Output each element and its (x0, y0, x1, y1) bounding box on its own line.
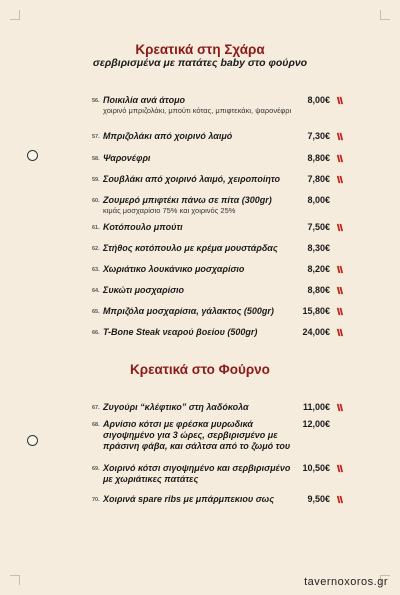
item-price: 11,00€ (302, 402, 330, 412)
item-name: Ποικιλία ανά άτομο (103, 95, 185, 105)
chili-icon (335, 96, 344, 105)
menu-item (92, 306, 348, 327)
item-name: Χωριάτικο λουκάνικο μοσχαρίσιο (103, 264, 245, 274)
item-number: 63. (92, 267, 100, 273)
item-name: Συκώτι μοσχαρίσιο (103, 285, 185, 295)
item-name: Μπριζολάκι από χοιρινό λαιμό (103, 131, 233, 141)
chili-icon (335, 286, 344, 295)
menu-item (92, 95, 348, 131)
menu-item (92, 463, 348, 494)
item-number: 67. (92, 405, 100, 411)
menu-item (92, 195, 348, 222)
item-name: Αρνίσιο κότσι με φρέσκα μυρωδικά σιγοψημένο για 3 ώρες, σερβιρισμένο με πράσινη φάβα, και σάλτσα από το ζωμό του (103, 419, 291, 451)
item-number: 57. (92, 134, 100, 140)
item-name: T-Bone Steak νεαρού βοείου (500gr) (103, 327, 258, 337)
chili-icon (335, 223, 344, 232)
crop-mark-top-left (10, 10, 20, 20)
grill-section-subtitle: σερβιρισμένα με πατάτες baby στο φούρνο (92, 57, 308, 69)
item-number: 66. (92, 330, 100, 336)
crop-mark-bottom-left (10, 575, 20, 585)
oven-menu-list (92, 402, 348, 512)
item-price: 8,80€ (307, 285, 330, 295)
item-price: 7,80€ (307, 174, 330, 184)
menu-item (92, 264, 348, 285)
item-price: 8,00€ (307, 195, 330, 205)
chili-icon (335, 265, 344, 274)
item-price: 8,80€ (307, 153, 330, 163)
item-number: 70. (92, 497, 100, 503)
item-number: 62. (92, 246, 100, 252)
chili-icon (335, 132, 344, 141)
item-price: 7,30€ (307, 131, 330, 141)
chili-icon (335, 464, 344, 473)
menu-item (92, 419, 348, 463)
item-name: Ζουμερό μπιφτέκι πάνω σε πίτα (300gr) (103, 195, 272, 205)
chili-icon (335, 154, 344, 163)
item-number: 60. (92, 198, 100, 204)
menu-item (92, 327, 348, 348)
item-name: Μπριζόλα μοσχαρίσια, γάλακτος (500gr) (103, 306, 274, 316)
item-price: 15,80€ (302, 306, 330, 316)
item-name: Σουβλάκι από χοιρινό λαιμό, χειροποίητο (103, 174, 281, 184)
item-description: κιμάς μοσχαρίσιο 75% και χοιρινός 25% (103, 206, 236, 215)
chili-icon (335, 175, 344, 184)
chili-icon (335, 307, 344, 316)
item-price: 12,00€ (302, 419, 330, 429)
item-number: 64. (92, 288, 100, 294)
menu-item (92, 285, 348, 306)
item-name: Ψαρονέφρι (103, 153, 151, 163)
item-price: 24,00€ (302, 327, 330, 337)
chili-icon (335, 495, 344, 504)
item-name: Κοτόπουλο μπούτι (103, 222, 183, 232)
item-name: Χοιρινά spare ribs με μπάρμπεκιου σως (103, 494, 274, 504)
website-footer: tavernoxoros.gr (304, 576, 388, 588)
item-price: 8,20€ (307, 264, 330, 274)
binder-hole-top (27, 150, 38, 161)
menu-item (92, 153, 348, 174)
item-number: 65. (92, 309, 100, 315)
item-name: Στήθος κοτόπουλο με κρέμα μουστάρδας (103, 243, 278, 253)
item-price: 8,30€ (307, 243, 330, 253)
item-name: Ζυγούρι “κλέφτικο” στη λαδόκολα (103, 402, 249, 412)
menu-item (92, 243, 348, 264)
oven-section-title: Κρεατικά στο Φούρνο (130, 362, 270, 377)
chili-icon (335, 403, 344, 412)
item-number: 69. (92, 466, 100, 472)
menu-item (92, 222, 348, 243)
chili-icon (335, 328, 344, 337)
menu-item (92, 402, 348, 419)
binder-hole-bottom (27, 435, 38, 446)
item-description: χοιρινό μπριζολάκι, μπούτι κότας, μπιφτεκάκι, ψαρονέφρι (103, 106, 292, 115)
item-number: 58. (92, 156, 100, 162)
item-price: 10,50€ (302, 463, 330, 473)
menu-item (92, 174, 348, 195)
item-number: 56. (92, 98, 100, 104)
menu-item (92, 131, 348, 153)
item-price: 9,50€ (307, 494, 330, 504)
item-number: 61. (92, 225, 100, 231)
item-number: 68. (92, 422, 100, 428)
grill-menu-list (92, 95, 348, 348)
item-name: Χοιρινό κότσι σιγοψημένο και σερβιρισμένο με χωριάτικες πατάτες (103, 463, 291, 484)
item-price: 8,00€ (307, 95, 330, 105)
crop-mark-top-right (380, 10, 390, 20)
menu-item (92, 494, 348, 512)
item-number: 59. (92, 177, 100, 183)
grill-section-title: Κρεατικά στη Σχάρα (135, 42, 265, 57)
item-price: 7,50€ (307, 222, 330, 232)
